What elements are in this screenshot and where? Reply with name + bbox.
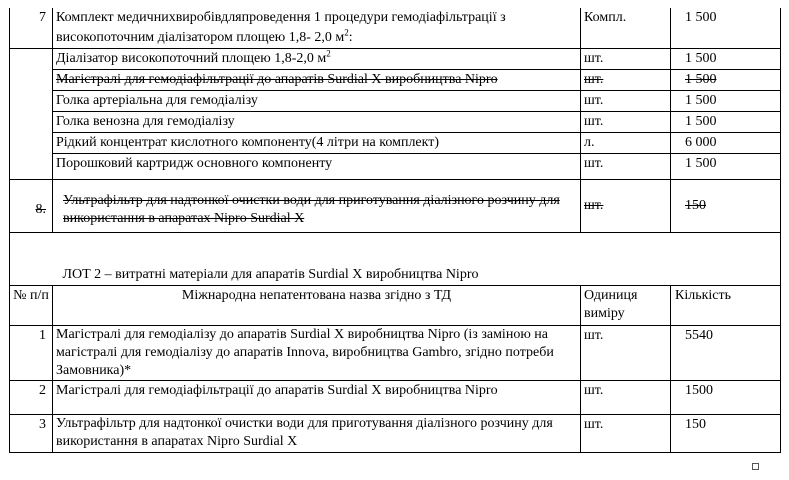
item-qty: 1 500: [671, 49, 781, 70]
empty-cell: [10, 233, 53, 286]
row-qty: 5540: [671, 326, 781, 381]
item-unit: шт.: [581, 154, 671, 180]
filter-title-struck: Ультрафільтр для надтонкої очистки води для приготування діалізного розчину для використання в апаратах Nipro Surdial X: [53, 180, 581, 233]
item-qty: 1 500: [671, 154, 781, 180]
header-qty: Кількість: [671, 286, 781, 326]
item-qty: 6 000: [671, 133, 781, 154]
row-number: 7: [10, 8, 53, 49]
row-number: 3: [10, 415, 53, 453]
item-name: Рідкий концентрат кислотного компоненту(4 літри на комплект): [53, 133, 581, 154]
lot-title: ЛОТ 2 – витратні матеріали для апаратів Surdial X виробництва Nipro: [53, 233, 671, 286]
item-name: Голка венозна для гемодіалізу: [53, 112, 581, 133]
table-header-row: [10, 286, 781, 326]
table-row: [10, 180, 781, 233]
table-row: [10, 49, 781, 70]
filter-unit-struck: шт.: [581, 180, 671, 233]
item-qty: 1 500: [671, 91, 781, 112]
kit-title: Комплект медичнихвиробівдляпроведення 1 процедури гемодіафільтрації з високопоточним діалізатором площею 1,8- 2,0 $м^2$:: [53, 8, 581, 49]
item-name: Діалізатор високопоточний площею 1,8-2,0 $м^2$: [53, 49, 581, 70]
item-unit: шт.: [581, 70, 671, 91]
table-row: [10, 112, 781, 133]
kit-qty: 1 500: [671, 8, 781, 49]
row-number: 1: [10, 326, 53, 381]
table-row: [10, 415, 781, 453]
header-unit: Одиниця виміру: [581, 286, 671, 326]
item-name: Магістралі для гемодіафільтрації до апаратів Surdial X виробництва Nipro: [53, 70, 581, 91]
table-row: [10, 233, 781, 286]
table-row: [10, 8, 781, 49]
row-qty: 1500: [671, 381, 781, 415]
item-name: Голка артеріальна для гемодіалізу: [53, 91, 581, 112]
table-resize-handle[interactable]: [752, 463, 759, 470]
row-qty: 150: [671, 415, 781, 453]
item-qty: 1 500: [671, 112, 781, 133]
row-unit: шт.: [581, 381, 671, 415]
table-row: [10, 326, 781, 381]
empty-cell: [10, 49, 53, 180]
row-name: Магістралі для гемодіалізу до апаратів Surdial X виробництва Nipro (із заміною на магістралі для гемодіалізу до апаратів Innova, виробництва Gambro, згідно потреби Замовника)*: [53, 326, 581, 381]
table-row: [10, 91, 781, 112]
item-unit: шт.: [581, 49, 671, 70]
filter-qty-struck: 150: [671, 180, 781, 233]
row-name: Магістралі для гемодіафільтрації до апаратів Surdial X виробництва Nipro: [53, 381, 581, 415]
specification-table: [9, 8, 781, 453]
table-row: [10, 133, 781, 154]
item-unit: шт.: [581, 112, 671, 133]
row-number: 8.: [10, 180, 53, 233]
item-name: Порошковий картридж основного компоненту: [53, 154, 581, 180]
item-unit: л.: [581, 133, 671, 154]
table-row: [10, 381, 781, 415]
header-num: № п/п: [10, 286, 53, 326]
kit-unit: Компл.: [581, 8, 671, 49]
row-unit: шт.: [581, 415, 671, 453]
table-row: [10, 154, 781, 180]
row-name: Ультрафільтр для надтонкої очистки води для приготування діалізного розчину для використання в апаратах Nipro Surdial X: [53, 415, 581, 453]
row-unit: шт.: [581, 326, 671, 381]
item-unit: шт.: [581, 91, 671, 112]
item-qty: 1 500: [671, 70, 781, 91]
table-row: [10, 70, 781, 91]
header-name: Міжнародна непатентована назва згідно з ТД: [53, 286, 581, 326]
empty-cell: [671, 233, 781, 286]
row-number: 2: [10, 381, 53, 415]
